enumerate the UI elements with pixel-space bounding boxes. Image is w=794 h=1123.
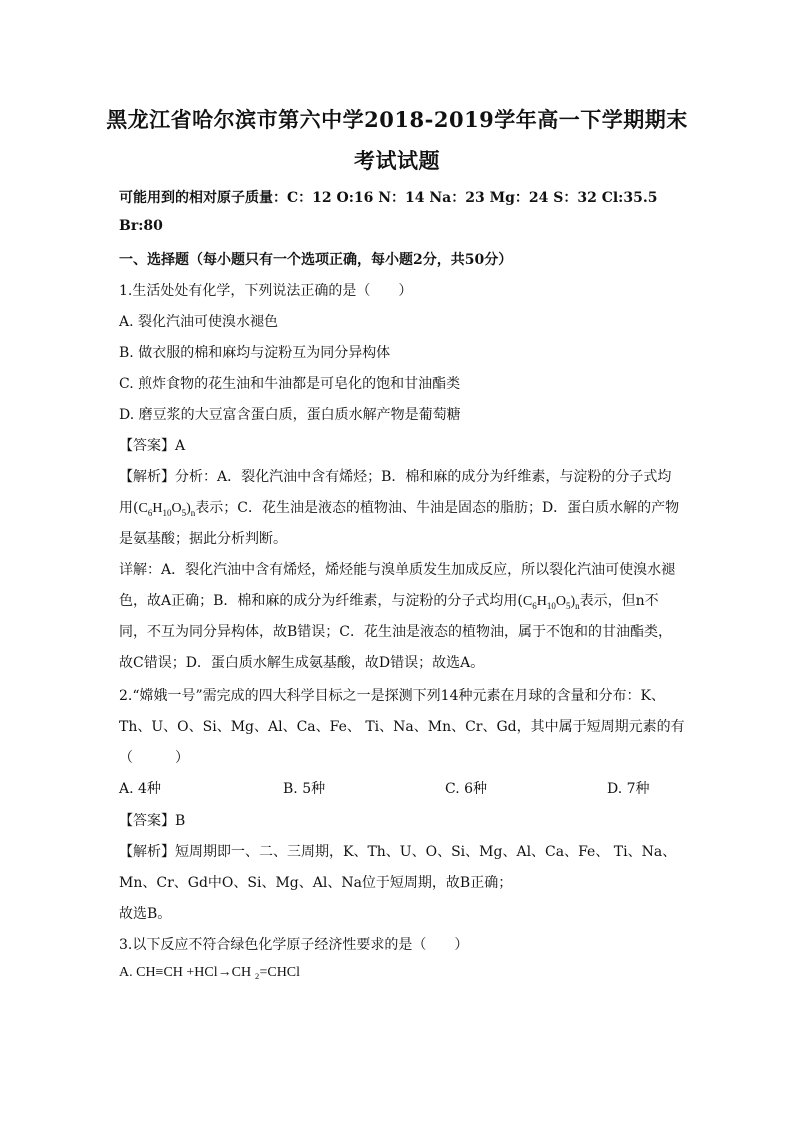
q2-answer: 【答案】B [119,813,186,829]
page-title-line1: 黑龙江省哈尔滨市第六中学2018-2019学年高一下学期期末 [106,107,688,132]
atomic-mass-line2: Br:80 [119,218,163,234]
q2-option-d: D. 7种 [607,781,650,797]
q1-stem: 1.生活处处有化学，下列说法正确的是（ ） [119,283,413,299]
q1-detail-line2: 色，故A正确；B．棉和麻的成分为纤维素，与淀粉的分子式均用$(C_6H_{10}O_5)_n$表示，但n不 [119,593,659,611]
q1-detail-line4: 故C错误；D．蛋白质水解生成氨基酸，故D错误；故选A。 [119,655,485,671]
q1-option-d: D. 磨豆浆的大豆富含蛋白质，蛋白质水解产物是葡萄糖 [119,407,461,423]
q1-detail-line1: 详解：A．裂化汽油中含有烯烃，烯烃能与溴单质发生加成反应，所以裂化汽油可使溴水褪 [119,562,676,578]
q2-option-b: B. 5种 [283,781,326,797]
q2-analysis-line3: 故选B。 [119,906,172,922]
q1-analysis-line3: 是氨基酸；据此分析判断。 [119,531,287,547]
q2-analysis-line2: Mn、Cr、Gd中O、Si、Mg、Al、Na位于短周期，故B正确； [119,875,513,891]
q1-answer: 【答案】A [119,438,186,454]
q2-analysis-line1: 【解析】短周期即一、二、三周期，K、Th、U、O、Si、Mg、Al、Ca、Fe、 Ti、Na、 [119,844,677,860]
q1-analysis-post: 表示；C．花生油是液态的植物油、牛油是固态的脂肪；D．蛋白质水解的产物 [195,500,680,516]
cellulose-formula: $C_6H_{10}O_5)_n$ [138,501,196,518]
q1-option-b: B. 做衣服的棉和麻均与淀粉互为同分异构体 [119,345,391,361]
q2-stem-line2: Th、U、O、Si、Mg、Al、Ca、Fe、 Ti、Na、Mn、Cr、Gd，其中属于短周期元素的有 [119,719,685,735]
q1-option-a: A. 裂化汽油可使溴水褪色 [119,314,279,330]
q1-analysis-line2 [119,497,679,518]
atomic-mass-line1: 可能用到的相对原子质量：C：12 O:16 N：14 Na：23 Mg：24 S：32 Cl:35.5 [119,190,658,206]
q1-analysis-line1: 【解析】分析：A．裂化汽油中含有烯烃；B．棉和麻的成分为纤维素，与淀粉的分子式均 [119,469,672,485]
cellulose-formula-2: $C_6H_{10}O_5)_n$ [522,594,580,611]
q3-stem: 3.以下反应不符合绿色化学原子经济性要求的是（ ） [119,937,469,953]
q2-option-c: C. 6种 [445,781,488,797]
q2-stem-line3: （ ） [119,750,189,766]
page-title-line2: 考试试题 [354,148,440,173]
q1-option-c: C. 煎炸食物的花生油和牛油都是可皂化的饱和甘油酯类 [119,376,461,392]
section-heading: 一、选择题（每小题只有一个选项正确，每小题2分，共50分） [119,252,513,268]
q3-option-a: A. CH≡CH +HCl→CH ₂=CHCl [119,965,301,980]
q2-option-a: A. 4种 [119,781,161,797]
q2-stem-line1: 2.“嫦娥一号”需完成的四大科学目标之一是探测下列14种元素在月球的含量和分布：K、 [119,688,665,704]
q1-detail-line3: 同，不互为同分异构体，故B错误；C．花生油是液态的植物油，属于不饱和的甘油酯类， [119,624,672,640]
q1-analysis-pre: 用( [119,500,139,516]
